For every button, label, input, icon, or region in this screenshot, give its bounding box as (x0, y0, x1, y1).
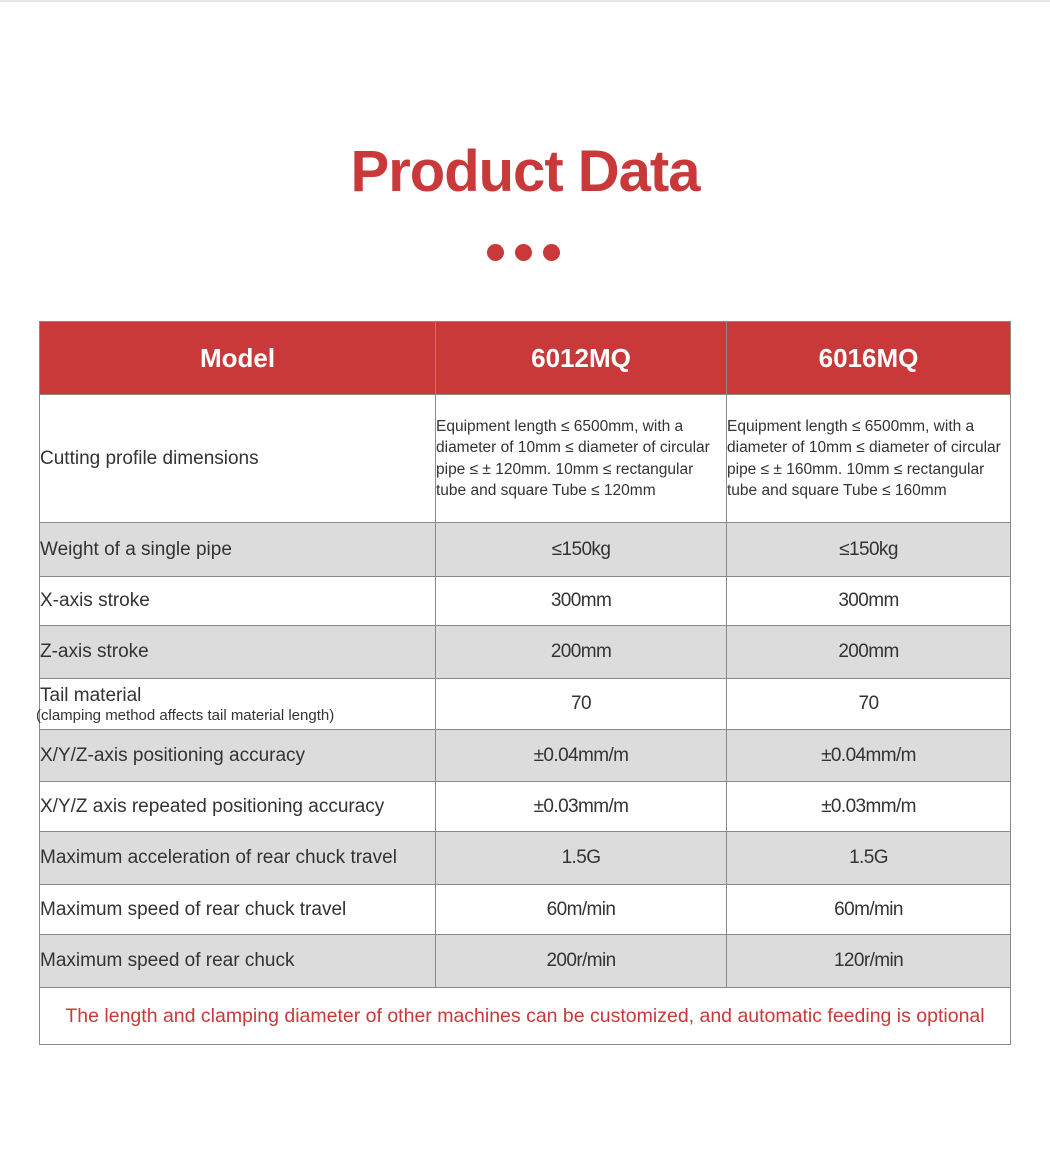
row-value-6016mq: ±0.04mm/m (727, 730, 1011, 782)
footer-note: The length and clamping diameter of other machines can be customized, and automatic feeding is optional (40, 988, 1011, 1045)
table-row (40, 523, 1011, 577)
row-value-6012mq: 60m/min (436, 885, 727, 935)
row-value-6016mq: 300mm (727, 577, 1011, 626)
row-sublabel: (clamping method affects tail material length) (36, 706, 335, 724)
row-value-6016mq: 1.5G (727, 832, 1011, 885)
table-row (40, 730, 1011, 782)
row-label: Cutting profile dimensions (40, 395, 436, 523)
table-row (40, 395, 1011, 523)
row-label: Weight of a single pipe (40, 523, 436, 577)
row-value-6012mq: 200mm (436, 626, 727, 679)
row-label: X/Y/Z axis repeated positioning accuracy (40, 782, 436, 832)
decorative-dots (487, 244, 560, 261)
row-label: Maximum acceleration of rear chuck travel (40, 832, 436, 885)
row-value-6012mq: 200r/min (436, 935, 727, 988)
header-6016mq: 6016MQ (727, 322, 1011, 395)
top-divider (0, 0, 1050, 2)
row-label (36, 679, 436, 730)
table-row (40, 885, 1011, 935)
row-label: X-axis stroke (40, 577, 436, 626)
table-row (40, 679, 1011, 730)
table-footer-row (40, 988, 1011, 1045)
row-value-6012mq: Equipment length ≤ 6500mm, with a diameter of 10mm ≤ diameter of circular pipe ≤ ± 120mm. 10mm ≤ rectangular tube and square Tube ≤ 120mm (436, 395, 727, 523)
dot-icon (543, 244, 560, 261)
row-value-6016mq: 60m/min (727, 885, 1011, 935)
row-value-6016mq: ±0.03mm/m (727, 782, 1011, 832)
row-label-text: Tail material (40, 684, 142, 706)
row-value-6012mq: 70 (436, 679, 727, 730)
row-value-6012mq: ±0.04mm/m (436, 730, 727, 782)
row-value-6016mq: 200mm (727, 626, 1011, 679)
row-label: Maximum speed of rear chuck travel (40, 885, 436, 935)
row-value-6012mq: 300mm (436, 577, 727, 626)
table-row (40, 577, 1011, 626)
row-value-6016mq: Equipment length ≤ 6500mm, with a diameter of 10mm ≤ diameter of circular pipe ≤ ± 160mm. 10mm ≤ rectangular tube and square Tube ≤ 160mm (727, 395, 1011, 523)
table-row (40, 935, 1011, 988)
table-row (40, 626, 1011, 679)
row-value-6012mq: ≤150kg (436, 523, 727, 577)
row-value-6016mq: ≤150kg (727, 523, 1011, 577)
row-value-6012mq: 1.5G (436, 832, 727, 885)
table-row (40, 832, 1011, 885)
row-value-6012mq: ±0.03mm/m (436, 782, 727, 832)
row-label: Z-axis stroke (40, 626, 436, 679)
row-value-6016mq: 70 (727, 679, 1011, 730)
dot-icon (487, 244, 504, 261)
header-6012mq: 6012MQ (436, 322, 727, 395)
row-label: X/Y/Z-axis positioning accuracy (40, 730, 436, 782)
page-title: Product Data (350, 139, 700, 204)
row-value-6016mq: 120r/min (727, 935, 1011, 988)
row-label: Maximum speed of rear chuck (40, 935, 436, 988)
table-row (40, 782, 1011, 832)
dot-icon (515, 244, 532, 261)
header-model: Model (40, 322, 436, 395)
product-data-table (36, 321, 1011, 1045)
table-header-row (40, 322, 1011, 395)
